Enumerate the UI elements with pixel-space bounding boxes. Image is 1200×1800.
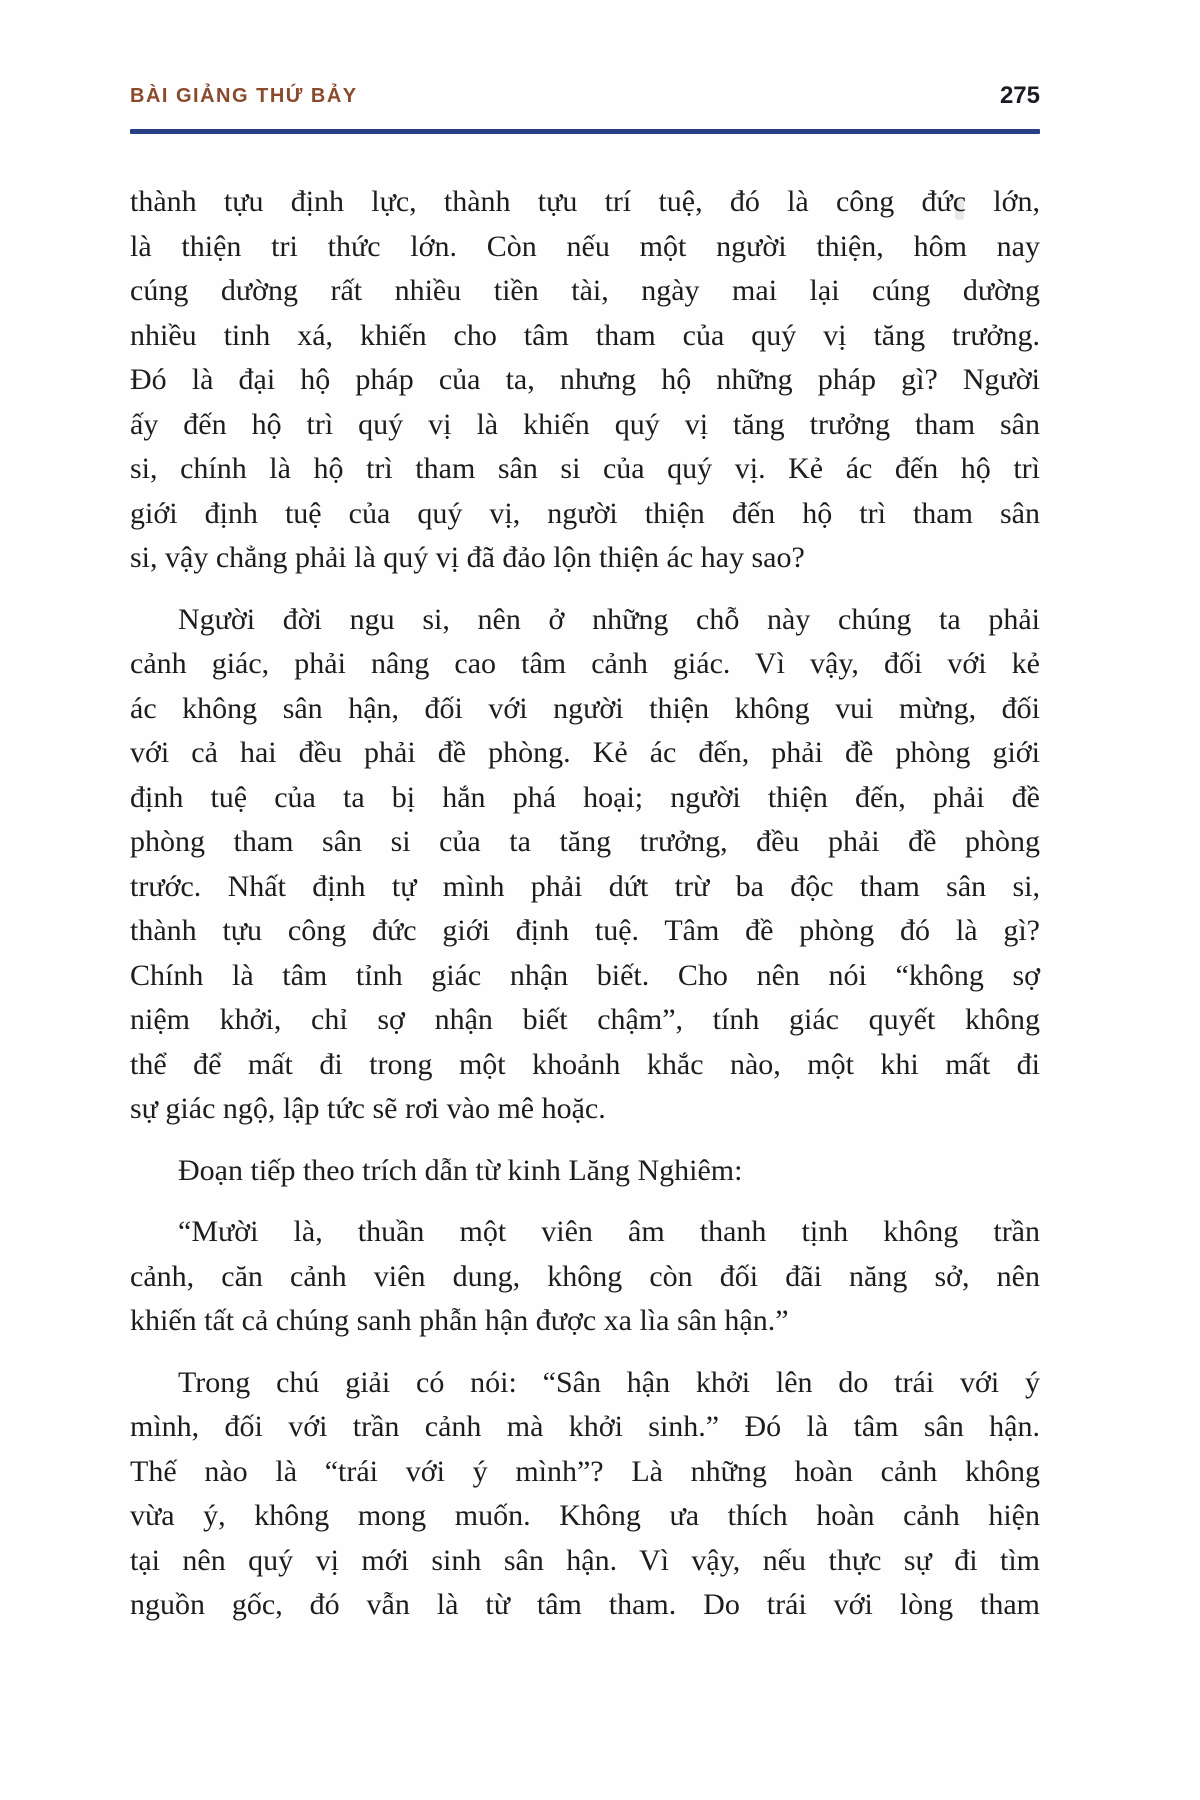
paragraph bbox=[130, 1210, 1040, 1344]
text-line: Đoạn tiếp theo trích dẫn từ kinh Lăng Nghiêm: bbox=[178, 1153, 743, 1187]
paragraph bbox=[130, 1361, 1040, 1628]
text-line: “Mười là, thuần một viên âm thanh tịnh không trần bbox=[178, 1215, 1040, 1248]
body-text bbox=[130, 180, 1040, 1628]
text-line: trước. Nhất định tự mình phải dứt trừ ba độc tham sân si, bbox=[130, 869, 1040, 903]
text-line: Trong chú giải có nói: “Sân hận khởi lên do trái với ý bbox=[178, 1365, 1040, 1399]
text-line: Chính là tâm tỉnh giác nhận biết. Cho nên nói “không sợ bbox=[130, 958, 1040, 992]
text-line: vừa ý, không mong muốn. Không ưa thích hoàn cảnh hiện bbox=[130, 1499, 1040, 1532]
text-line: định tuệ của ta bị hắn phá hoại; người thiện đến, phải đề bbox=[130, 780, 1040, 814]
text-line: cảnh, căn cảnh viên dung, không còn đối đãi năng sở, nên bbox=[130, 1259, 1040, 1293]
text-line: ấy đến hộ trì quý vị là khiến quý vị tăng trưởng tham sân bbox=[130, 407, 1040, 441]
text-line: Thế nào là “trái với ý mình”? Là những hoàn cảnh không bbox=[130, 1454, 1040, 1488]
running-header bbox=[130, 84, 1040, 112]
text-line: phòng tham sân si của ta tăng trưởng, đều phải đề phòng bbox=[130, 825, 1040, 858]
text-line: Đó là đại hộ pháp của ta, nhưng hộ những pháp gì? Người bbox=[130, 363, 1040, 396]
text-line: thành tựu công đức giới định tuệ. Tâm đề phòng đó là gì? bbox=[130, 914, 1040, 947]
paragraph bbox=[130, 180, 1040, 581]
text-line: nguồn gốc, đó vẫn là từ tâm tham. Do trái với lòng tham bbox=[130, 1588, 1040, 1621]
text-line: khiến tất cả chúng sanh phẫn hận được xa lìa sân hận.” bbox=[130, 1304, 789, 1337]
text-line: cúng dường rất nhiều tiền tài, ngày mai lại cúng dường bbox=[130, 274, 1040, 307]
text-line: với cả hai đều phải đề phòng. Kẻ ác đến, phải đề phòng giới bbox=[130, 736, 1040, 769]
text-line: là thiện tri thức lớn. Còn nếu một người thiện, hôm nay bbox=[130, 229, 1040, 263]
page-number: 275 bbox=[999, 82, 1040, 109]
text-line: si, chính là hộ trì tham sân si của quý vị. Kẻ ác đến hộ trì bbox=[130, 452, 1040, 485]
text-line: sự giác ngộ, lập tức sẽ rơi vào mê hoặc. bbox=[130, 1092, 606, 1125]
text-line: mình, đối với trần cảnh mà khởi sinh.” Đó là tâm sân hận. bbox=[130, 1410, 1040, 1443]
text-line: giới định tuệ của quý vị, người thiện đến hộ trì tham sân bbox=[130, 496, 1040, 530]
paragraph bbox=[130, 598, 1040, 1132]
text-line: niệm khởi, chỉ sợ nhận biết chậm”, tính giác quyết không bbox=[130, 1003, 1040, 1036]
text-line: thể để mất đi trong một khoảnh khắc nào, một khi mất đi bbox=[130, 1047, 1040, 1081]
text-line: si, vậy chẳng phải là quý vị đã đảo lộn thiện ác hay sao? bbox=[130, 541, 805, 574]
text-line: cảnh giác, phải nâng cao tâm cảnh giác. Vì vậy, đối với kẻ bbox=[130, 647, 1040, 680]
text-line: nhiều tinh xá, khiến cho tâm tham của quý vị tăng trưởng. bbox=[130, 318, 1040, 352]
header-rule bbox=[130, 129, 1040, 134]
text-line: Người đời ngu si, nên ở những chỗ này chúng ta phải bbox=[178, 602, 1040, 636]
text-line: tại nên quý vị mới sinh sân hận. Vì vậy, nếu thực sự đi tìm bbox=[130, 1543, 1040, 1577]
paragraph bbox=[130, 1149, 1040, 1194]
text-line: ác không sân hận, đối với người thiện không vui mừng, đối bbox=[130, 691, 1040, 725]
chapter-title: BÀI GIẢNG THỨ BẢY bbox=[130, 85, 358, 107]
text-line: thành tựu định lực, thành tựu trí tuệ, đó là công đức lớn, bbox=[130, 185, 1040, 218]
